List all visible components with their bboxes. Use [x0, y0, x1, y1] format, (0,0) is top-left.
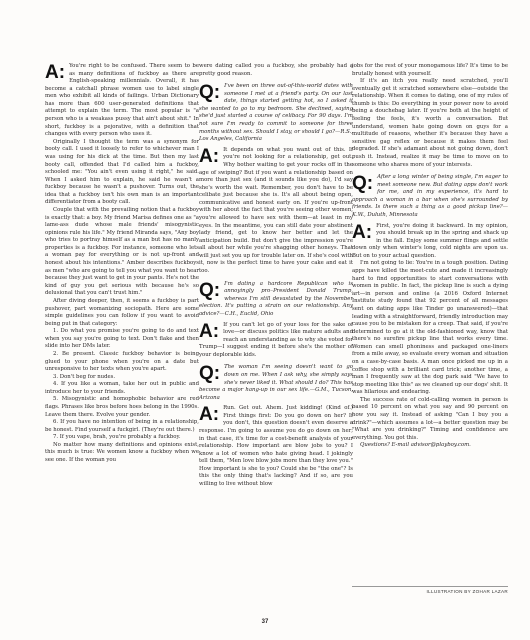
answer-marker: A: [352, 222, 373, 243]
answer-marker: A: [45, 63, 66, 83]
answer-marker: A: [199, 405, 220, 426]
paragraph: were dating called you a fuckboy, she probably had a pretty good reason. [199, 63, 353, 77]
list-item: 1. Do what you promise you're going to do and text when you say you're going to text. Don't flake and then slide into her DMs later. [45, 328, 199, 350]
answer-text: If you can't let go of your loss for the sake of love—or discuss politics like mature adults and reach an understanding as to why she voted for Trump—I suggest ending it before she's the mother of your deplorable kids. [199, 321, 353, 358]
illustration-credit: ILLUSTRATION BY ZOHAR LAZAR [352, 586, 508, 594]
answer-block [199, 322, 353, 360]
question-block [352, 174, 508, 219]
list-item: 4. If you like a woman, take her out in public and introduce her to your friends. [45, 381, 199, 395]
answer-marker: A: [199, 321, 220, 342]
answer-text: First, you're doing it backward. In my opinion, you should break up in the spring and shack up in the fall. Enjoy some summer flings and settle down only when winter's long, cold nights are upon us. But on to your actual question. [352, 222, 508, 259]
list-item: 2. Be present. Classic fuckboy behavior is being glued to your phone when you're on a date but unresponsive to her texts when you're apart. [45, 350, 199, 373]
paragraph: Originally I thought the term was a synonym for booty call. I used it loosely to refer to whichever man I was using for his dick at the time. But then my last booty call, offended that I'd called him a fuckboy, schooled me: "You ain't even using it right," he said. When I asked him to explain, he said he wasn't a fuckboy because he wasn't a pushover. Turns out, the idea that a fuckboy isn't his own man is an important differentiator from a booty call. [45, 138, 199, 206]
paragraph: If it's an itch you really need scratched, you'll eventually get it scratched somewhere else—outside the relationship. When it comes to dating, one of my rules of thumb is this: Do everything in your power now to avoid being a douchebag later. If you're both at the height of feeling the feels, it's worth a conversation. But understand, women hate going down on guys for a multitude of reasons, whether it's because they have a sensitive gag reflex or because it makes them feel degraded. If she's adamant about not going down, don't push it. Instead, realize it may be time to move on to someone who shares more of your interests. [352, 78, 508, 168]
question-marker: Q: [199, 280, 221, 301]
answer-block [45, 63, 199, 139]
list-item: 7. If you vape, brah, you're probably a fuckboy. [53, 434, 181, 441]
question-text: The woman I'm seeing doesn't want to go down on me. When I ask why, she simply says she's never liked it. What should I do? This has become a major hang-up in our sex life.—G.M., Tucson, Arizona [199, 364, 353, 401]
question-marker: Q: [199, 83, 221, 104]
question-text: I'm dating a hardcore Republican who is annoyingly pro–President Donald Trump, whereas I'm still devastated by the November election. It's putting a strain on our relationship. Any advice?—C.H., Euclid, Ohio [199, 280, 353, 317]
column-2 [199, 63, 353, 489]
paragraph: After diving deeper, then, it seems a fuckboy is part pushover, part womanizing sociopath. Here are some simple guidelines you can follow if you want to avoid being put in that category: [45, 297, 199, 327]
answer-block [352, 223, 508, 261]
question-block [199, 281, 353, 319]
list-item: 5. Misogynistic and homophobic behavior are red flags. Phrases like bros before hoes belong in the 1990s. Leave them there. Evolve your gender. [45, 396, 199, 418]
column-3 [352, 63, 508, 450]
answer-marker: A: [199, 146, 220, 167]
question-marker: Q: [199, 364, 221, 385]
question-block [199, 364, 353, 402]
question-text: After a long winter of being single, I'm eager to meet someone new. But dating apps don't work for me, and in my experience, it's hard to approach a woman in a bar when she's surrounded by friends. Is there such a thing as a good pickup line?—K.W., Duluth, Minnesota [352, 174, 508, 218]
answer-text: Run. Get out. Ahem. Just kidding! (Kind of.) First things first: Do you go down on her? If you don't, this question doesn't even deserve a response. I'm going to assume you do go down on her; in that case, it's time for a cost-benefit analysis of your relationship. How important are blow jobs to you? I know a lot of women who hate giving head. I jokingly tell them, "Men love blow jobs more than they love you." How important is she to you? Could she be "the one"? Is this the only thing that's lacking? And if so, are you willing to live without blow [199, 405, 353, 488]
paragraph: Couple that with the prevailing notion that a fuckboy is exactly that: a boy. My friend Marisa defines one as "a lame-ass dude whose male friends' misogynistic opinions rule his life." My friend Miranda says, "Any boy who tries to portray himself as a man but has no manly properties is a fuckboy. For instance, someone who lets a woman pay for everything or is not up-front and honest about his intentions." Amber describes fuckboys as men "who are going to tell you what you want to hear because they just want to get in your pants. He's not the kind of guy you get serious with because he's so delusional that you can't trust him." [45, 206, 199, 297]
paragraph: jobs for the rest of your monogamous life? It's time to be brutally honest with yourself. [352, 63, 508, 77]
answer-text: You're right to be confused. There seem to be as many definitions of fuckboy as there are English-speaking millennials. Overall, it has become a catchall phrase women use to label single men who exhibit all kinds of failings. Urban Dictionary has more than 600 user-generated definitions that attempt to explain the term. The most popular is "a person who is a weakass pussy that ain't about shit." In short, fuckboy is a pejorative, with a definition that changes with every person who uses it. [45, 63, 199, 138]
column-1 [45, 63, 199, 465]
page-number: 37 [261, 619, 269, 625]
list-item: 6. If you have no intention of being in a relationship, be honest. Find yourself a fuckgirl. (They're out there.) [45, 419, 199, 433]
question-text: I've been on three out-of-this-world dates with someone I met at a friend's party. On our last date, things started getting hot, so I asked if she wanted to go to my bedroom. She declined, saying she'd just started a course of celibacy. For 90 days. I'm not sure I'm ready to commit to someone for three months without sex. Should I stay, or should I go?—R.S., Los Angeles, California [199, 83, 353, 143]
paragraph: No matter how many definitions and opinions exist, this much is true: We women know a fuckboy when we see one. If the woman you [45, 441, 199, 464]
paragraph: The success rate of cold-calling women in person is based 10 percent on what you say and 90 percent on how you say it. Instead of asking "Can I buy you a drink?"—which assumes a lot—a better question may be "What are you drinking?" Timing and confidence are everything. You got this. [352, 396, 508, 441]
question-block [199, 83, 353, 144]
answer-block [199, 405, 353, 488]
paragraph: I'm not going to lie: You're in a tough position. Dating apps have killed the meet-cute and made it increasingly hard to find opportunities to start conversations with women in public. In fact, the pickup line is such a dying art—in person and online (a 2016 Oxford Internet Institute study found that 92 percent of all messages sent on dating apps like Tinder go unanswered)—that leading with a straightforward, friendly introduction may cause you to be mistaken for a creep. That said, if you're determined to go at it the old-fashioned way, know that there's no surefire pickup line that works every time. Women can smell phoniness and packaged one-liners from a mile away, so evaluate every woman and situation on a case-by-case basis. A man once picked me up in a coffee shop with a brilliant card trick; another time, a man I frequently saw at the dog park said "We have to stop meeting like this" as we cleaned up our dogs' shit. It was hilarious and endearing. [352, 260, 508, 396]
question-marker: Q: [352, 174, 374, 195]
answer-block [199, 147, 353, 276]
list-item: 3. Don't beg for nudes. [53, 373, 116, 380]
contact-signoff: Questions? E-mail advisor@playboy.com. [360, 442, 471, 449]
answer-text: It depends on what you want out of this. If you're not looking for a relationship, get out. Why bother waiting to get your rocks off in the age of swiping? But if you want a relationship based on more than just sex (and it sounds like you do), I'd say she's worth the wait. Remember, you don't have to be celibate just because she is. It's all about being open, communicative and honest early on. If you're up-front with her about the fact that you're seeing other women, you're allowed to have sex with them—at least in my eyes. In the meantime, you can still date your abstinent lady friend, get to know her better and let the anticipation build. But don't give the impression you're all about her while you're shagging other honeys. That will just set you up for trouble later on. If she's cool with it, now is the perfect time to have your cake and eat it too. [199, 146, 353, 275]
